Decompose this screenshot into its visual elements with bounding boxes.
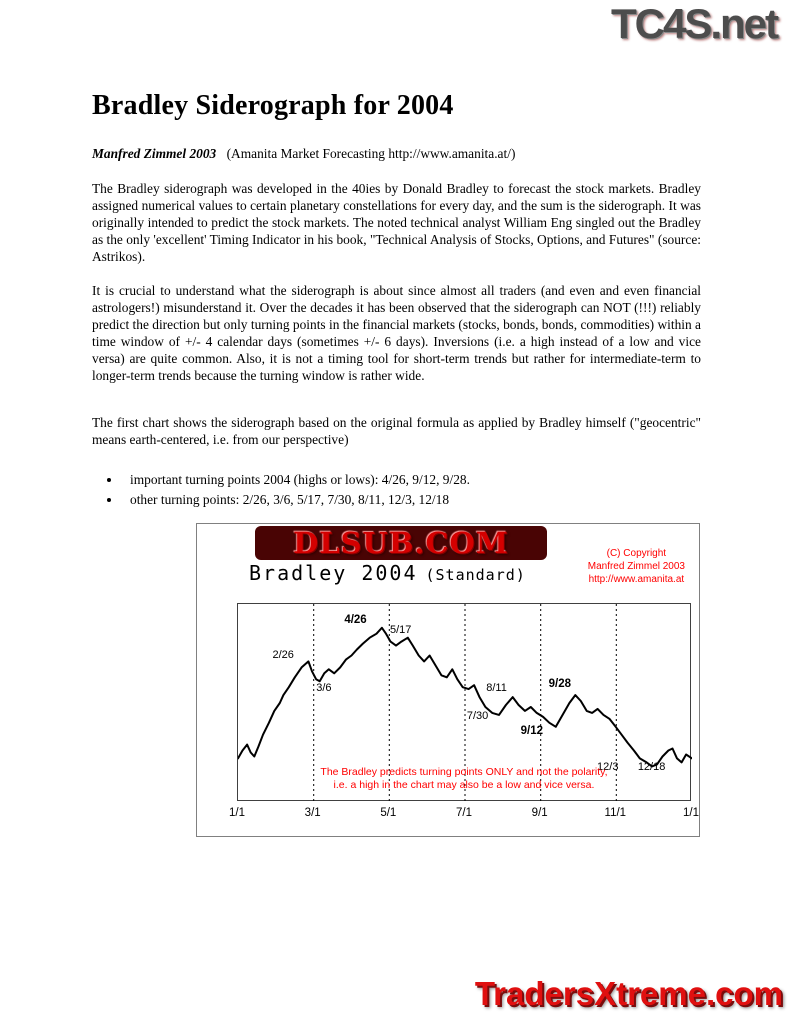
turning-points-list bbox=[92, 470, 701, 509]
x-tick-label: 1/1 bbox=[229, 807, 245, 820]
x-tick-label: 11/1 bbox=[604, 807, 627, 820]
chart-annotation: 3/6 bbox=[316, 682, 332, 695]
list-item-important-turning-points: • important turning points 2004 (highs or lows): 4/26, 9/12, 9/28. bbox=[122, 470, 701, 489]
chart-annotation: 4/26 bbox=[344, 613, 367, 626]
copyright-line-2: Manfred Zimmel 2003 bbox=[587, 561, 685, 573]
tradersxtreme-logo: TradersXtreme.com bbox=[474, 975, 783, 1012]
copyright-note bbox=[588, 547, 685, 586]
x-tick-label: 1/1 bbox=[683, 807, 699, 820]
dlsub-banner-text: DLSUB.COM bbox=[293, 526, 509, 561]
x-tick-label: 9/1 bbox=[531, 807, 548, 820]
chart-annotation: 2/26 bbox=[272, 649, 294, 662]
page-title: Bradley Siderograph for 2004 bbox=[92, 90, 454, 121]
author-name: Manfred Zimmel 2003 bbox=[92, 146, 217, 161]
author-line bbox=[92, 146, 701, 162]
paragraph-explanation: It is crucial to understand what the siderograph is about since almost all traders (and even and even financial astrologers!) misunderstand it. Over the decades it has been observed that the siderograph can NOT (!!!) reliably predict the direction but only turning points in the financial markets (stocks, bonds, bonds, commodities) within a time window of +/- 4 calendar days (sometimes +/- 6 days). Inversions (i.e. a high instead of a low and vice versa) are quite common. Also, it is not a timing tool for short-term trends but rather for intermediate-term to longer-term trends because the turning window is rather wide. bbox=[92, 283, 701, 384]
x-tick-label: 5/1 bbox=[380, 807, 397, 820]
chart-annotation: 9/28 bbox=[548, 678, 572, 691]
bradley-chart-figure bbox=[196, 523, 700, 837]
chart-warning-line-1: The Bradley predicts turning points ONLY and not the polarity, bbox=[320, 765, 608, 778]
copyright-line-1: (C) Copyright bbox=[606, 548, 667, 560]
list-item-other-turning-points: • other turning points: 2/26, 3/6, 5/17, 7/30, 8/11, 12/3, 12/18 bbox=[122, 490, 701, 509]
x-tick-label: 3/1 bbox=[304, 807, 321, 820]
paragraph-intro: The Bradley siderograph was developed in the 40ies by Donald Bradley to forecast the stock markets. Bradley assigned numerical values to certain planetary constellations for every day, and the sum is the siderograph. It was originally intended to predict the stock markets. The noted technical analyst William Eng singled out the Bradley as the only 'excellent' Timing Indicator in his book, "Technical Analysis of Stocks, Options, and Futures" (source: Astrikos). bbox=[92, 181, 701, 265]
chart-warning-note bbox=[238, 766, 690, 793]
x-axis-labels bbox=[229, 807, 699, 823]
chart-warning-line-2: i.e. a high in the chart may also be a low and vice versa. bbox=[333, 779, 595, 792]
paragraph-chart-intro: The first chart shows the siderograph based on the original formula as applied by Bradley himself ("geocentric" means earth-centered, i.e. from our perspective) bbox=[92, 415, 701, 448]
chart-annotation: 9/12 bbox=[520, 725, 543, 738]
document-body bbox=[92, 90, 701, 837]
chart-annotation: 12/3 bbox=[597, 760, 619, 773]
author-affiliation: (Amanita Market Forecasting http://www.amanita.at/) bbox=[226, 146, 516, 161]
copyright-line-3: http://www.amanita.at bbox=[588, 574, 685, 586]
chart-annotation: 7/30 bbox=[466, 709, 489, 722]
dlsub-banner bbox=[255, 526, 547, 560]
plot-area bbox=[237, 603, 691, 801]
chart-annotation: 8/11 bbox=[486, 682, 507, 695]
chart-annotation: 12/18 bbox=[637, 760, 666, 773]
chart-title bbox=[249, 561, 526, 585]
chart-annotation: 5/17 bbox=[390, 623, 412, 636]
chart-title-main: Bradley 2004 bbox=[249, 561, 418, 586]
tc4s-logo: TC4S.net bbox=[610, 0, 777, 47]
x-tick-label: 7/1 bbox=[456, 807, 472, 820]
chart-title-sub: (Standard) bbox=[425, 566, 526, 585]
